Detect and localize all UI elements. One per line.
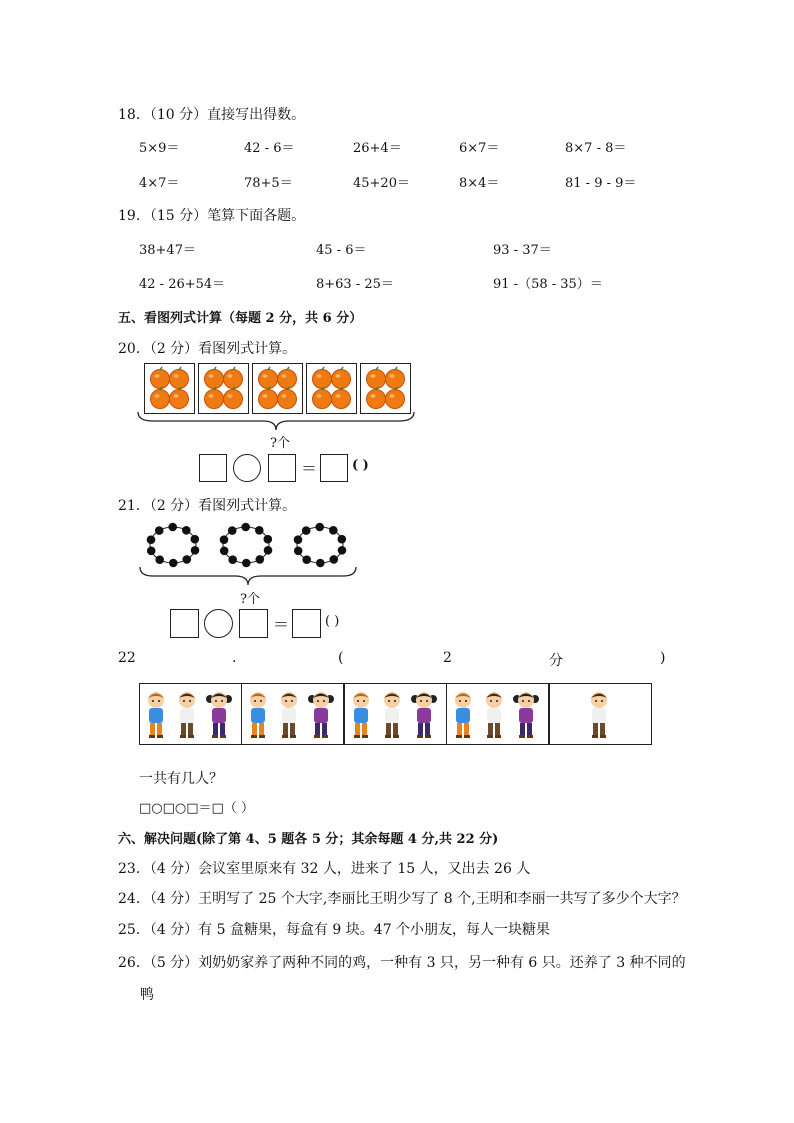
answer-box[interactable] <box>170 609 199 638</box>
bead-rings <box>140 518 360 568</box>
bead-icon <box>183 555 192 564</box>
orange-icon <box>199 364 248 413</box>
bead-icon <box>330 555 339 564</box>
answer-box[interactable] <box>199 454 227 482</box>
unit-paren: ( ) <box>325 614 340 629</box>
q26-text: 26．（5 分）刘奶奶家养了两种不同的鸡，一种有 3 只，另一种有 6 只。还养了 3 种不同的 <box>118 955 686 971</box>
q18-item: 45+20＝ <box>353 176 410 191</box>
children-icon <box>242 684 343 744</box>
q21-title: 21．（2 分）看图列式计算。 <box>118 498 297 514</box>
children-icon <box>447 684 548 744</box>
orange-icon <box>307 364 356 413</box>
q19-item: 93 - 37＝ <box>493 243 552 258</box>
q22-rparen: ) <box>660 650 666 666</box>
q23-text: 23．（4 分）会议室里原来有 32 人，进来了 15 人，又出去 26 人 <box>118 861 531 877</box>
bead-icon <box>255 526 264 535</box>
bead-icon <box>168 523 177 532</box>
bead-icon <box>220 547 229 556</box>
q18-item: 81 - 9 - 9＝ <box>565 176 637 191</box>
bead-icon <box>155 526 164 535</box>
bead-icon <box>228 526 237 535</box>
q22-score: 2 <box>443 650 452 666</box>
kids-frame <box>139 683 242 745</box>
bead-icon <box>241 523 250 532</box>
q22-lparen: ( <box>338 650 344 666</box>
orange-box <box>252 363 303 414</box>
orange-box <box>144 363 195 414</box>
q19-item: 42 - 26+54＝ <box>139 277 226 292</box>
bead-icon <box>329 526 338 535</box>
section5-heading: 五、看图列式计算（每题 2 分，共 6 分） <box>118 311 363 326</box>
answer-box[interactable] <box>268 454 296 482</box>
bead-icon <box>315 523 324 532</box>
orange-icon <box>145 364 194 413</box>
curly-brace-icon <box>135 410 417 432</box>
kids-frame <box>446 683 549 745</box>
q18-item: 4×7＝ <box>139 176 180 191</box>
q22-number: 22 <box>118 650 136 666</box>
children-icon <box>345 684 446 744</box>
answer-box[interactable] <box>292 609 321 638</box>
q20-title: 20．（2 分）看图列式计算。 <box>118 341 297 357</box>
bead-icon <box>338 535 347 544</box>
equals-sign: ＝ <box>273 615 290 634</box>
q18-item: 78+5＝ <box>244 176 293 191</box>
orange-box <box>198 363 249 414</box>
q18-item: 8×7 - 8＝ <box>565 141 627 156</box>
kids-frame <box>344 683 447 745</box>
curly-brace-icon <box>137 565 359 587</box>
section6-heading: 六、解决问题(除了第 4、5 题各 5 分；其余每题 4 分,共 22 分) <box>118 832 499 847</box>
bead-icon <box>294 547 303 556</box>
bead-icon <box>302 555 311 564</box>
equals-sign: ＝ <box>301 459 318 478</box>
bead-icon <box>147 547 156 556</box>
orange-box <box>360 363 411 414</box>
q22-formula: □○□○□＝□（ ） <box>139 801 254 816</box>
bead-icon <box>256 555 265 564</box>
orange-icon <box>253 364 302 413</box>
q26-text-cont: 鸭 <box>140 987 154 1003</box>
bead-icon <box>191 535 200 544</box>
q22-unit: 分 <box>549 653 563 669</box>
q19-item: 8+63 - 25＝ <box>316 277 394 292</box>
q18-item: 6×7＝ <box>459 141 500 156</box>
orange-box <box>306 363 357 414</box>
bead-icon <box>191 546 200 555</box>
q25-text: 25．（4 分）有 5 盒糖果，每盒有 9 块。47 个小朋友，每人一块糖果 <box>118 922 551 938</box>
q19-item: 45 - 6＝ <box>316 243 367 258</box>
q18-item: 42 - 6＝ <box>244 141 295 156</box>
q24-text: 24．（4 分）王明写了 25 个大字,李丽比王明少写了 8 个,王明和李丽一共写了多少个大字？ <box>118 891 686 907</box>
answer-box[interactable] <box>239 609 268 638</box>
operator-circle[interactable] <box>204 609 233 638</box>
q18-title: 18．（10 分）直接写出得数。 <box>118 107 306 123</box>
kids-frame <box>241 683 344 745</box>
q20-question: ?个 <box>270 436 290 451</box>
bead-icon <box>220 535 229 544</box>
bead-icon <box>264 546 273 555</box>
children-icon <box>550 684 651 744</box>
bead-icon <box>338 546 347 555</box>
q19-title: 19．（15 分）笔算下面各题。 <box>118 208 306 224</box>
bead-icon <box>155 555 164 564</box>
q18-item: 26+4＝ <box>353 141 402 156</box>
q22-question: 一共有几人？ <box>139 771 223 787</box>
q18-item: 8×4＝ <box>459 176 500 191</box>
children-icon <box>140 684 241 744</box>
q18-item: 5×9＝ <box>139 141 180 156</box>
kids-frame <box>549 683 652 745</box>
unit-paren: ( ) <box>352 458 369 473</box>
q19-item: 38+47＝ <box>139 243 196 258</box>
bead-icon <box>147 535 156 544</box>
q21-question: ?个 <box>240 592 260 607</box>
bead-icon <box>294 535 303 544</box>
bead-icon <box>182 526 191 535</box>
answer-box[interactable] <box>320 454 348 482</box>
bead-icon <box>302 526 311 535</box>
orange-icon <box>361 364 410 413</box>
q19-item: 91 -（58 - 35）＝ <box>493 277 603 292</box>
bead-icon <box>264 535 273 544</box>
q22-dot: . <box>232 650 237 666</box>
bead-icon <box>228 555 237 564</box>
operator-circle[interactable] <box>233 454 261 482</box>
